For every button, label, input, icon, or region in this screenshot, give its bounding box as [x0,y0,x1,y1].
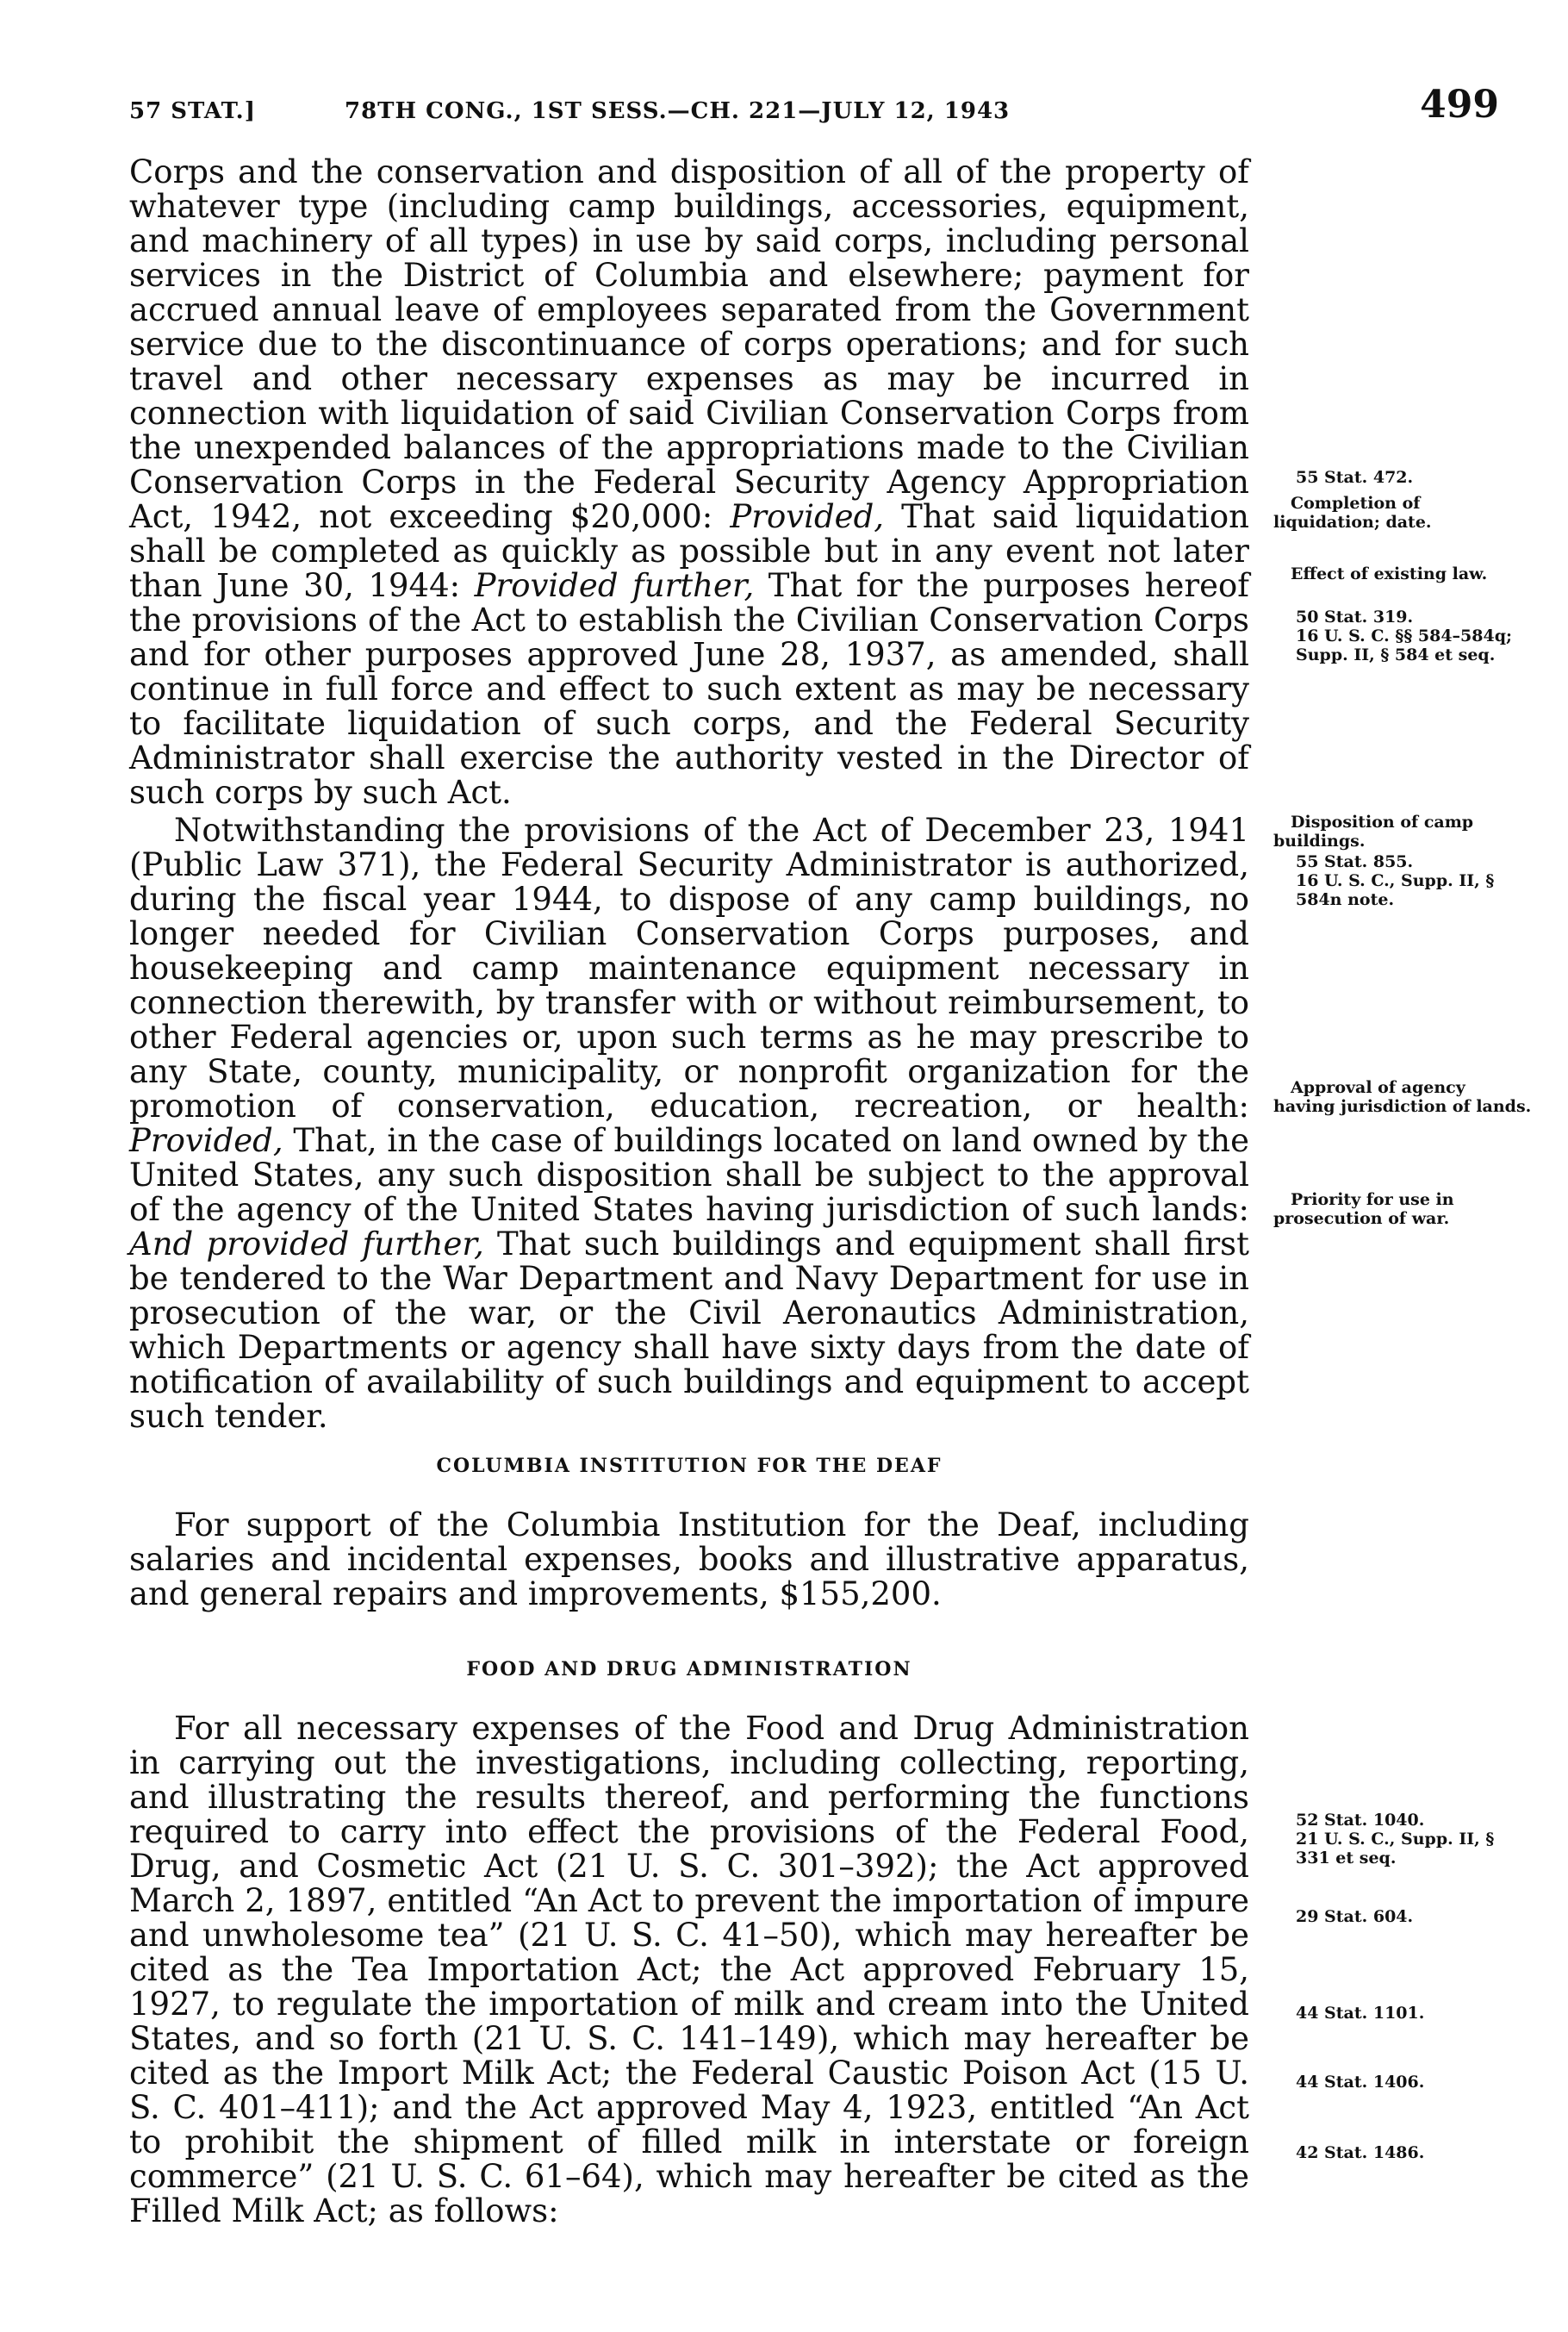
margin-note-completion: Completion of liquidation; date. [1273,494,1432,532]
session-line: 78TH CONG., 1ST SESS.—CH. 221—JULY 12, 1943 [345,98,1011,124]
deaf-text: For support of the Columbia Institution for the Deaf, including salaries and incidental expenses, books and illustrative apparatus, and general repairs and improvements, $155,200. [129,1506,1249,1612]
margin-note-approval-agency: Approval of agency having jurisdiction of lands. [1273,1078,1532,1116]
margin-note-stat-855: 55 Stat. 855. 16 U. S. C., Supp. II, § 584n note. [1296,852,1495,909]
provided-further-term: Provided further, [474,567,755,604]
provided-term: Provided, [730,498,885,535]
margin-note-stat-1406: 44 Stat. 1406. [1296,2073,1425,2092]
margin-note-stat-1101: 44 Stat. 1101. [1296,2004,1425,2023]
provided-term-2: Provided, [129,1122,283,1159]
margin-note-effect-existing-law: Effect of existing law. [1291,564,1488,583]
paragraph-camp-disposition [129,814,1249,1434]
para1-text-a: Corps and the conservation and disposition of all of the property of whatever type (including camp buildings, accessories, equipment, and machinery of all types) in use by said corps, including personal services in the District of Columbia and elsewhere; payment for accrued annual leave of employees separated from the Government service due to the discontinuance of corps operations; and for such travel and other necessary expenses as may be incurred in connection with liquidation of said Civilian Conservation Corps from the unexpended balances of the appropriations made to the Civilian Conservation Corps in the Federal Security Agency Appropriation Act, 1942, not exceeding $20,000: [129,153,1249,535]
paragraph-ccc-liquidation [129,155,1249,810]
margin-note-priority-war: Priority for use in prosecution of war. [1273,1190,1454,1228]
para2-text-a: Notwithstanding the provisions of the Act of December 23, 1941 (Public Law 371), the Federal Security Administrator is authorized, during the fiscal year 1944, to dispose of any camp buildings, no longer needed for Civilian Conservation Corps purposes, and housekeeping and camp maintenance equipment necessary in connection therewith, by transfer with or without reimbursement, to other Federal agencies or, upon such terms as he may prescribe to any State, county, municipality, or nonprofit organization for the promotion of conservation, education, recreation, or health: [129,812,1249,1125]
paragraph-deaf-institution [129,1508,1249,1612]
margin-note-stat-1040: 52 Stat. 1040. 21 U. S. C., Supp. II, § 331 et seq. [1296,1811,1495,1867]
margin-note-stat-472: 55 Stat. 472. [1296,468,1414,487]
heading-food-drug: FOOD AND DRUG ADMINISTRATION [466,1658,912,1680]
margin-note-stat-319: 50 Stat. 319. 16 U. S. C. §§ 584–584q; Supp. II, § 584 et seq. [1296,608,1513,664]
para2-text-c: That such buildings and equipment shall first be tendered to the War Department and Navy Department for use in prosecution of the war, or the Civil Aeronautics Administration, which Departments or agency shall have sixty days from the date of notification of availability of such buildings and equipment to accept such tender. [129,1225,1249,1435]
running-header [129,83,1499,134]
page-number: 499 [1420,83,1499,127]
stat-reference: 57 STAT.] [129,98,257,124]
para2-text-b: That, in the case of buildings located on land owned by the United States, any such disposition shall be subject to the approval of the agency of the United States having jurisdiction of such lands: [129,1122,1249,1228]
paragraph-food-drug [129,1712,1249,2229]
para1-text-c: That for the purposes hereof the provisions of the Act to establish the Civilian Conservation Corps and for other purposes approved June 28, 1937, as amended, shall continue in full force and effect to such extent as may be necessary to facilitate liquidation of such corps, and the Federal Security Administrator shall exercise the authority vested in the Director of such corps by such Act. [129,567,1249,811]
margin-note-disposition: Disposition of camp buildings. [1273,813,1474,851]
margin-note-stat-604: 29 Stat. 604. [1296,1907,1414,1926]
and-provided-further-term: And provided further, [129,1225,484,1263]
heading-columbia-institution: COLUMBIA INSTITUTION FOR THE DEAF [436,1455,943,1477]
fda-text: For all necessary expenses of the Food and Drug Administration in carrying out the investigations, including collecting, reporting, and illustrating the results thereof, and performing the functions required to carry into effect the provisions of the Federal Food, Drug, and Cosmetic Act (21 U. S. C. 301–392); the Act approved March 2, 1897, entitled “An Act to prevent the importation of impure and unwholesome tea” (21 U. S. C. 41–50), which may hereafter be cited as the Tea Importation Act; the Act approved February 15, 1927, to regulate the importation of milk and cream into the United States, and so forth (21 U. S. C. 141–149), which may hereafter be cited as the Import Milk Act; the Federal Caustic Poison Act (15 U. S. C. 401–411); and the Act approved May 4, 1923, entitled “An Act to prohibit the shipment of filled milk in interstate or foreign commerce” (21 U. S. C. 61–64), which may hereafter be cited as the Filled Milk Act; as follows: [129,1710,1249,2229]
margin-note-stat-1486: 42 Stat. 1486. [1296,2143,1425,2162]
para1-text-b: That said liquidation shall be completed as quickly as possible but in any event not later than June 30, 1944: [129,498,1249,604]
